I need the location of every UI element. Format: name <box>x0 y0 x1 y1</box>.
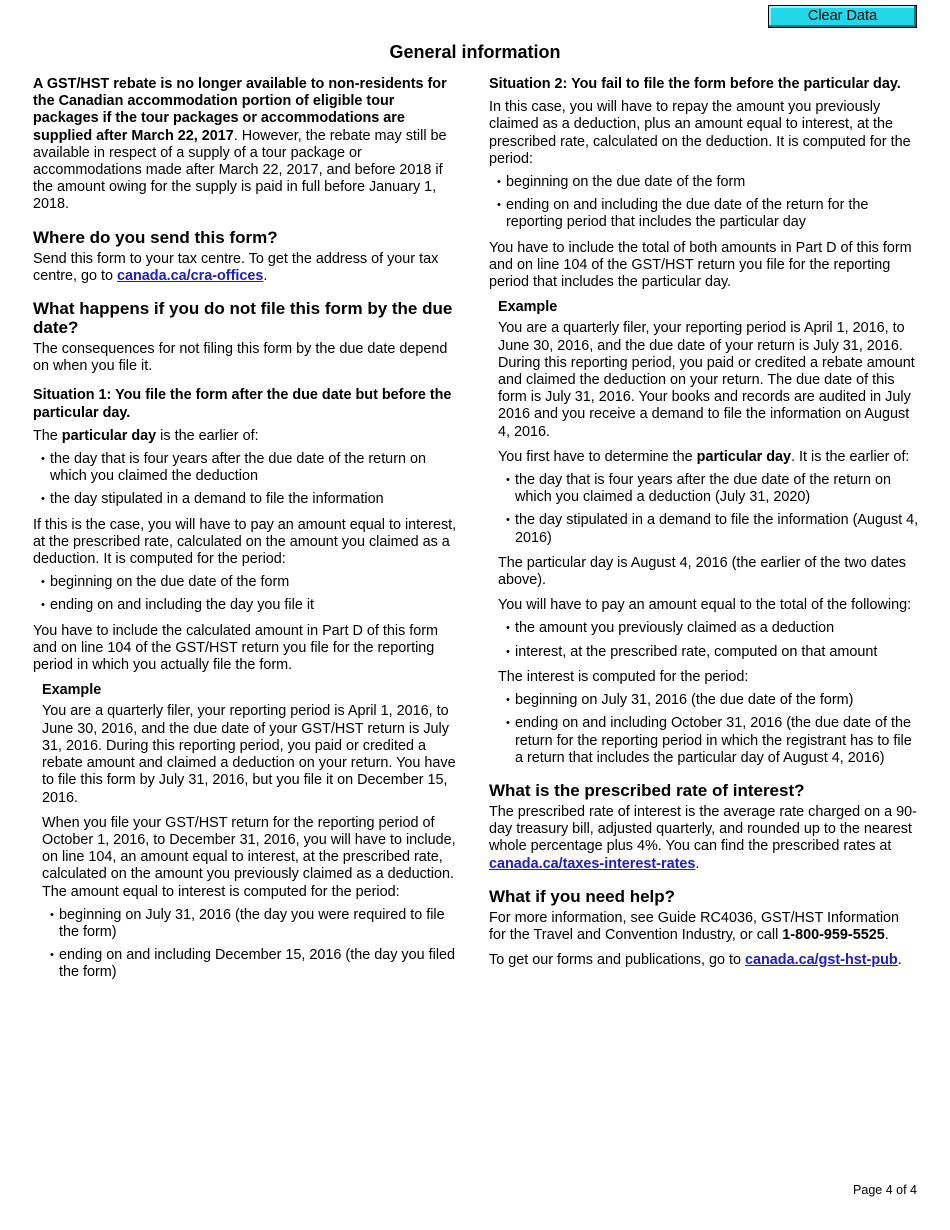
pub-text: To get our forms and publications, go to <box>489 952 745 969</box>
rate-end: . <box>695 855 700 872</box>
example-2 <box>498 299 919 767</box>
rate-text: The prescribed rate of interest is the average rate charged on a 90-day treasury bill, adjusted quarterly, and rounded up to the nearest whole percentage plus 4%. You can find the prescribed rates at <box>489 803 917 855</box>
example-1 <box>42 682 463 981</box>
example-heading: Example <box>498 299 558 316</box>
example-particular-day-list <box>498 472 919 547</box>
gst-hst-pub-link[interactable]: canada.ca/gst-hst-pub <box>744 952 898 969</box>
list-item: • ending on and including October 31, 2016 (the due date of the return for the reporting period in which the registrant has to file a return that includes the particular day of August 4, 2016) <box>506 715 919 767</box>
situation-1-heading: Situation 1: You file the form after the due date but before the particular day. <box>33 387 452 421</box>
help-paragraph <box>489 910 919 944</box>
publications-paragraph <box>489 952 919 969</box>
include-paragraph: You have to include the calculated amount in Part D of this form and on line 104 of the GST/HST return you file for the reporting period in which you actually file the form. <box>33 622 439 674</box>
list-item: • beginning on the due date of the form <box>41 574 463 591</box>
cra-offices-link[interactable]: canada.ca/cra-offices <box>117 267 264 284</box>
example-period-list <box>42 907 463 982</box>
help-heading: What if you need help? <box>489 886 676 906</box>
pd-bold: particular day <box>61 427 157 444</box>
clear-data-button[interactable]: Clear Data <box>768 5 917 28</box>
ex-p2-bold: particular day <box>696 448 792 465</box>
list-item: • beginning on July 31, 2016 (the due date of the form) <box>506 692 919 709</box>
happens-heading: What happens if you do not file this form by the due date? <box>33 299 453 338</box>
intro-text: . However, the rebate may still be available in respect of a supply of a tour package or accommodations made after March 22, 2017, and before 2018 if the amount owing for the supply is paid in full before January 1, 2018. <box>33 127 447 213</box>
intro-paragraph <box>33 76 463 214</box>
list-item: • the amount you previously claimed as a deduction <box>506 620 919 637</box>
example-paragraph: The particular day is August 4, 2016 (the earlier of the two dates above). <box>498 554 906 589</box>
list-item: • ending on and including the day you file it <box>41 597 463 614</box>
list-item: • interest, at the prescribed rate, computed on that amount <box>506 644 919 661</box>
rate-heading: What is the prescribed rate of interest? <box>489 780 805 800</box>
interest-rates-link[interactable]: canada.ca/taxes-interest-rates <box>489 855 696 872</box>
particular-day-paragraph <box>33 428 463 445</box>
example-interest-period-list <box>498 692 919 767</box>
example-paragraph: You are a quarterly filer, your reporting period is April 1, 2016, to June 30, 2016, and the due date of your return is July 31, 2016. During this reporting period, you paid or credited a rebate amount and claimed the deduction on your return. The due date of this form is July 31, 2016. Your books and records are audited in July 2016 and you receive a demand to file the information on August 4, 2016. <box>498 320 915 440</box>
rate-paragraph <box>489 804 919 873</box>
pd-post: is the earlier of: <box>156 427 259 444</box>
ex-p2-post: . It is the earlier of: <box>791 448 910 465</box>
right-column <box>489 76 919 977</box>
example-total-list <box>498 620 919 660</box>
send-end: . <box>263 267 268 284</box>
situation-2-list <box>489 174 919 232</box>
pub-end: . <box>897 952 902 969</box>
example-paragraph: You are a quarterly filer, your reporting period is April 1, 2016, to June 30, 2016, and the due date of your GST/HST return is July 31, 2016. During this reporting period, you paid or credited a rebate amount and claimed a deduction on your return. You have to file this form by July 31, 2016, but you file it on December 15, 2016. <box>42 703 456 806</box>
list-item: • ending on and including the due date of the return for the reporting period that includes the particular day <box>497 197 919 231</box>
particular-day-list <box>33 451 463 509</box>
happens-paragraph: The consequences for not filing this form by the due date depend on when you file it. <box>33 341 448 375</box>
left-column <box>33 76 463 990</box>
page-number: Page 4 of 4 <box>853 1183 917 1197</box>
case-paragraph: If this is the case, you will have to pay an amount equal to interest, at the prescribed rate, calculated on the amount you claimed as a deduction. It is computed for the period: <box>33 516 457 568</box>
pd-pre: The <box>33 427 62 444</box>
example-paragraph: The interest is computed for the period: <box>498 668 749 685</box>
help-end: . <box>884 926 889 943</box>
list-item: • beginning on July 31, 2016 (the day you were required to file the form) <box>50 907 463 941</box>
help-phone: 1-800-959-5525 <box>782 926 885 943</box>
list-item: • beginning on the due date of the form <box>497 174 919 191</box>
example-paragraph <box>498 449 919 466</box>
example-heading: Example <box>42 682 102 699</box>
period-list <box>33 574 463 614</box>
ex-p2-pre: You first have to determine the <box>498 448 697 465</box>
list-item: • the day stipulated in a demand to file the information <box>41 491 463 508</box>
situation-2-heading: Situation 2: You fail to file the form before the particular day. <box>489 76 901 92</box>
list-item: • the day that is four years after the due date of the return on which you claimed the deduction <box>41 451 463 485</box>
situation-2-include: You have to include the total of both amounts in Part D of this form and on line 104 of the GST/HST return you file for the reporting period that includes the particular day. <box>489 239 912 291</box>
intro-bold: A GST/HST rebate is no longer available to non-residents for the Canadian accommodation portion of eligible tour packages if the tour packages or accommodations are supplied after March 22, 2017 <box>33 76 447 144</box>
list-item: • ending on and including December 15, 2016 (the day you filed the form) <box>50 947 463 981</box>
example-paragraph: When you file your GST/HST return for the reporting period of October 1, 2016, to December 31, 2016, you will have to include, on line 104, an amount equal to interest, at the prescribed rate, calculated on the amount you previously claimed as a deduction. The amount equal to interest is computed for the period: <box>42 814 456 900</box>
send-paragraph <box>33 251 463 285</box>
send-text: Send this form to your tax centre. To get the address of your tax centre, go to <box>33 250 439 284</box>
list-item: • the day stipulated in a demand to file the information (August 4, 2016) <box>506 512 919 546</box>
list-item: • the day that is four years after the due date of the return on which you claimed a deduction (July 31, 2020) <box>506 472 919 506</box>
send-heading: Where do you send this form? <box>33 227 278 247</box>
help-text: For more information, see Guide RC4036, GST/HST Information for the Travel and Convention Industry, or call <box>489 909 900 943</box>
situation-2-paragraph: In this case, you will have to repay the amount you previously claimed as a deduction, plus an amount equal to interest, at the prescribed rate, calculated on the deduction. It is computed for the period: <box>489 99 911 167</box>
page-title: General information <box>389 42 561 62</box>
example-paragraph: You will have to pay an amount equal to the total of the following: <box>498 597 912 614</box>
